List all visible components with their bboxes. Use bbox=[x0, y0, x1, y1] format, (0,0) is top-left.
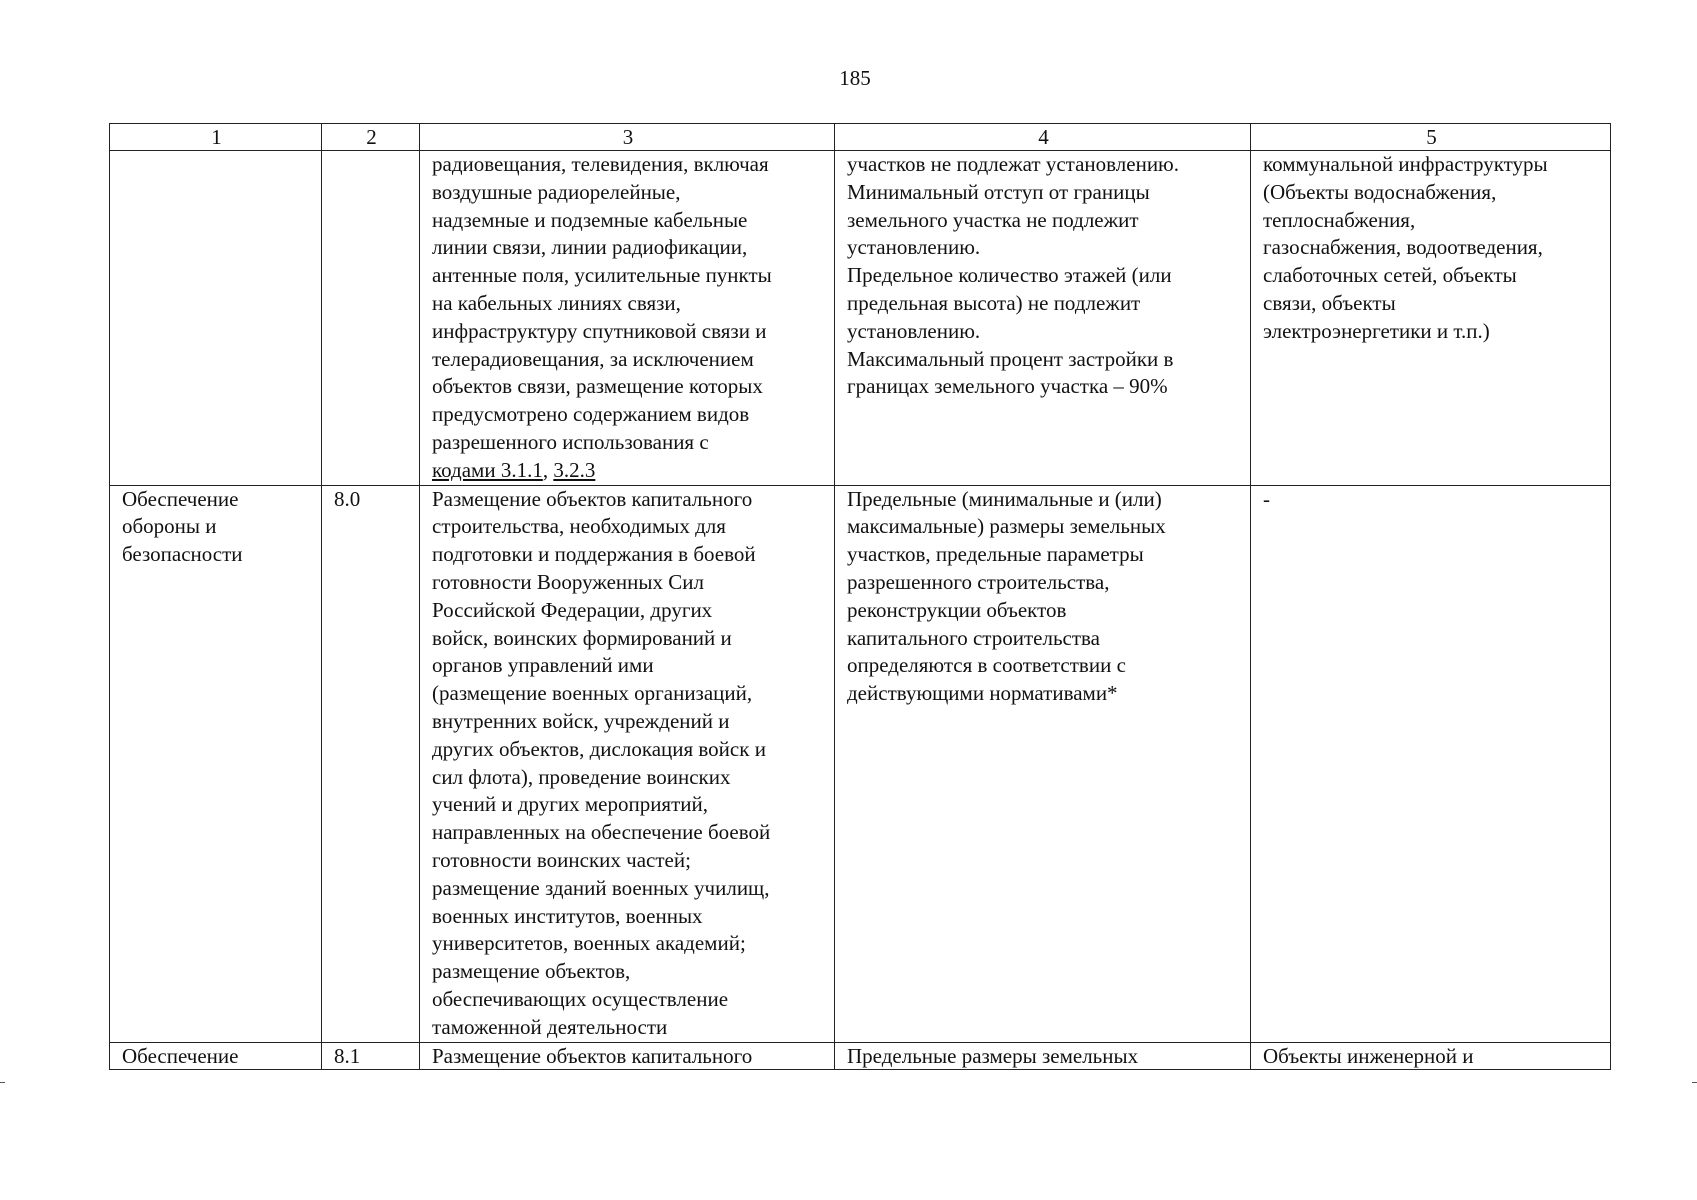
text-line: органов управлений ими bbox=[432, 653, 654, 678]
text-line: линии связи, линии радиофикации, bbox=[432, 235, 748, 260]
text-line: слаботочных сетей, объекты bbox=[1263, 263, 1517, 288]
text-line: - bbox=[1263, 486, 1270, 511]
text-line: Обеспечение bbox=[122, 1043, 239, 1068]
text-line: таможенной деятельности bbox=[432, 1014, 668, 1039]
text-line: направленных на обеспечение боевой bbox=[432, 820, 771, 845]
text-line: земельного участка не подлежит bbox=[847, 207, 1139, 232]
text-line: Российской Федерации, других bbox=[432, 597, 713, 622]
text-line: электроэнергетики и т.п.) bbox=[1263, 318, 1490, 343]
text-line: сил флота), проведение воинских bbox=[432, 764, 731, 789]
text-line: внутренних войск, учреждений и bbox=[432, 708, 730, 733]
text-line: определяются в соответствии с bbox=[847, 653, 1126, 678]
text-line: Предельное количество этажей (или bbox=[847, 263, 1172, 288]
header-col-4: 4 bbox=[835, 124, 1251, 151]
text-line: участков не подлежат установлению. bbox=[847, 152, 1179, 176]
cell-use-name bbox=[110, 151, 322, 486]
header-col-5: 5 bbox=[1251, 124, 1611, 151]
text-line: теплоснабжения, bbox=[1263, 207, 1416, 232]
text-line: готовности Вооруженных Сил bbox=[432, 569, 704, 594]
text-line: действующими нормативами* bbox=[847, 681, 1118, 706]
text-line: подготовки и поддержания в боевой bbox=[432, 542, 756, 567]
code-link-3-2-3[interactable]: 3.2.3 bbox=[553, 457, 596, 482]
page-number: 185 bbox=[839, 66, 871, 90]
cell-auxiliary-uses bbox=[1251, 1042, 1611, 1069]
text-line: надземные и подземные кабельные bbox=[432, 207, 748, 232]
text-line: инфраструктуру спутниковой связи и bbox=[432, 318, 767, 343]
code-link-3-1-1[interactable]: кодами 3.1.1 bbox=[432, 457, 543, 482]
text-line: реконструкции объектов bbox=[847, 597, 1067, 622]
text-line: войск, воинских формирований и bbox=[432, 625, 732, 650]
text-line: предельная высота) не подлежит bbox=[847, 290, 1141, 315]
text-line: военных институтов, военных bbox=[432, 903, 703, 928]
text-line: воздушные радиорелейные, bbox=[432, 179, 681, 204]
table-row bbox=[110, 1042, 1611, 1069]
cell-parameters bbox=[835, 151, 1251, 486]
text-line: границах земельного участка – 90% bbox=[847, 374, 1168, 399]
scan-edge-mark-right bbox=[1692, 1082, 1697, 1083]
text-line: Объекты инженерной и bbox=[1263, 1043, 1474, 1068]
table-row bbox=[110, 485, 1611, 1042]
text-line: газоснабжения, водоотведения, bbox=[1263, 235, 1543, 260]
text-line: других объектов, дислокация войск и bbox=[432, 736, 766, 761]
cell-use-name bbox=[110, 485, 322, 1042]
text-line: обеспечивающих осуществление bbox=[432, 986, 729, 1011]
text-line: на кабельных линиях связи, bbox=[432, 290, 681, 315]
text-line: безопасности bbox=[122, 542, 243, 567]
text-line: учений и других мероприятий, bbox=[432, 792, 708, 817]
scan-edge-mark-left bbox=[0, 1082, 5, 1083]
cell-use-code bbox=[322, 151, 420, 486]
text-line: готовности воинских частей; bbox=[432, 847, 691, 872]
cell-parameters bbox=[835, 1042, 1251, 1069]
cell-use-description: радиовещания, телевидения, включая воздушные радиорелейные, надземные и подземные кабельные линии связи, линии радиофикации, антенные поля, усилительные пункты на кабельных линиях связи, инфраструктуру спутниковой связи и телерадиовещания, за исключением объектов связи, размещение которых предусмотрено содержанием видов разрешенного использования с кодами 3.1.1, 3.2.3 bbox=[420, 151, 835, 486]
text-line: Размещение объектов капитального bbox=[432, 1043, 753, 1068]
text-line: 8.1 bbox=[334, 1043, 361, 1068]
text-line: капитального строительства bbox=[847, 625, 1100, 650]
cell-use-code bbox=[322, 1042, 420, 1069]
text-line: разрешенного использования с bbox=[432, 429, 709, 454]
text-line: максимальные) размеры земельных bbox=[847, 514, 1166, 539]
text-line: предусмотрено содержанием видов bbox=[432, 402, 750, 427]
text-line: антенные поля, усилительные пункты bbox=[432, 263, 772, 288]
text-line: университетов, военных академий; bbox=[432, 931, 746, 956]
text-line: 8.0 bbox=[334, 486, 361, 511]
text-line: (размещение военных организаций, bbox=[432, 681, 753, 706]
table-row bbox=[110, 151, 1611, 486]
text-line: установлению. bbox=[847, 318, 981, 343]
text-line: Предельные размеры земельных bbox=[847, 1043, 1139, 1068]
text-line: размещение зданий военных училищ, bbox=[432, 875, 770, 900]
text-line: установлению. bbox=[847, 235, 981, 260]
text-line: (Объекты водоснабжения, bbox=[1263, 179, 1497, 204]
table-header-row bbox=[110, 124, 1611, 151]
header-col-2: 2 bbox=[322, 124, 420, 151]
text-line: радиовещания, телевидения, включая bbox=[432, 152, 769, 176]
cell-auxiliary-uses bbox=[1251, 485, 1611, 1042]
text-line: связи, объекты bbox=[1263, 290, 1396, 315]
text-line: Обеспечение bbox=[122, 486, 239, 511]
cell-use-name bbox=[110, 1042, 322, 1069]
header-col-1: 1 bbox=[110, 124, 322, 151]
text-line: телерадиовещания, за исключением bbox=[432, 346, 754, 371]
text-line: Максимальный процент застройки в bbox=[847, 346, 1174, 371]
text-line: коммунальной инфраструктуры bbox=[1263, 152, 1548, 176]
text-line: участков, предельные параметры bbox=[847, 542, 1144, 567]
text-line: строительства, необходимых для bbox=[432, 514, 726, 539]
cell-use-description bbox=[420, 1042, 835, 1069]
text-line: обороны и bbox=[122, 514, 217, 539]
cell-parameters bbox=[835, 485, 1251, 1042]
text-line: Предельные (минимальные и (или) bbox=[847, 486, 1162, 511]
cell-auxiliary-uses bbox=[1251, 151, 1611, 486]
text-line: разрешенного строительства, bbox=[847, 569, 1110, 594]
text-line: размещение объектов, bbox=[432, 959, 631, 984]
cell-use-description bbox=[420, 485, 835, 1042]
cell-use-code bbox=[322, 485, 420, 1042]
text-line: объектов связи, размещение которых bbox=[432, 374, 763, 399]
text-line: Минимальный отступ от границы bbox=[847, 179, 1150, 204]
zoning-table bbox=[109, 123, 1611, 1070]
text-line: Размещение объектов капитального bbox=[432, 486, 753, 511]
header-col-3: 3 bbox=[420, 124, 835, 151]
